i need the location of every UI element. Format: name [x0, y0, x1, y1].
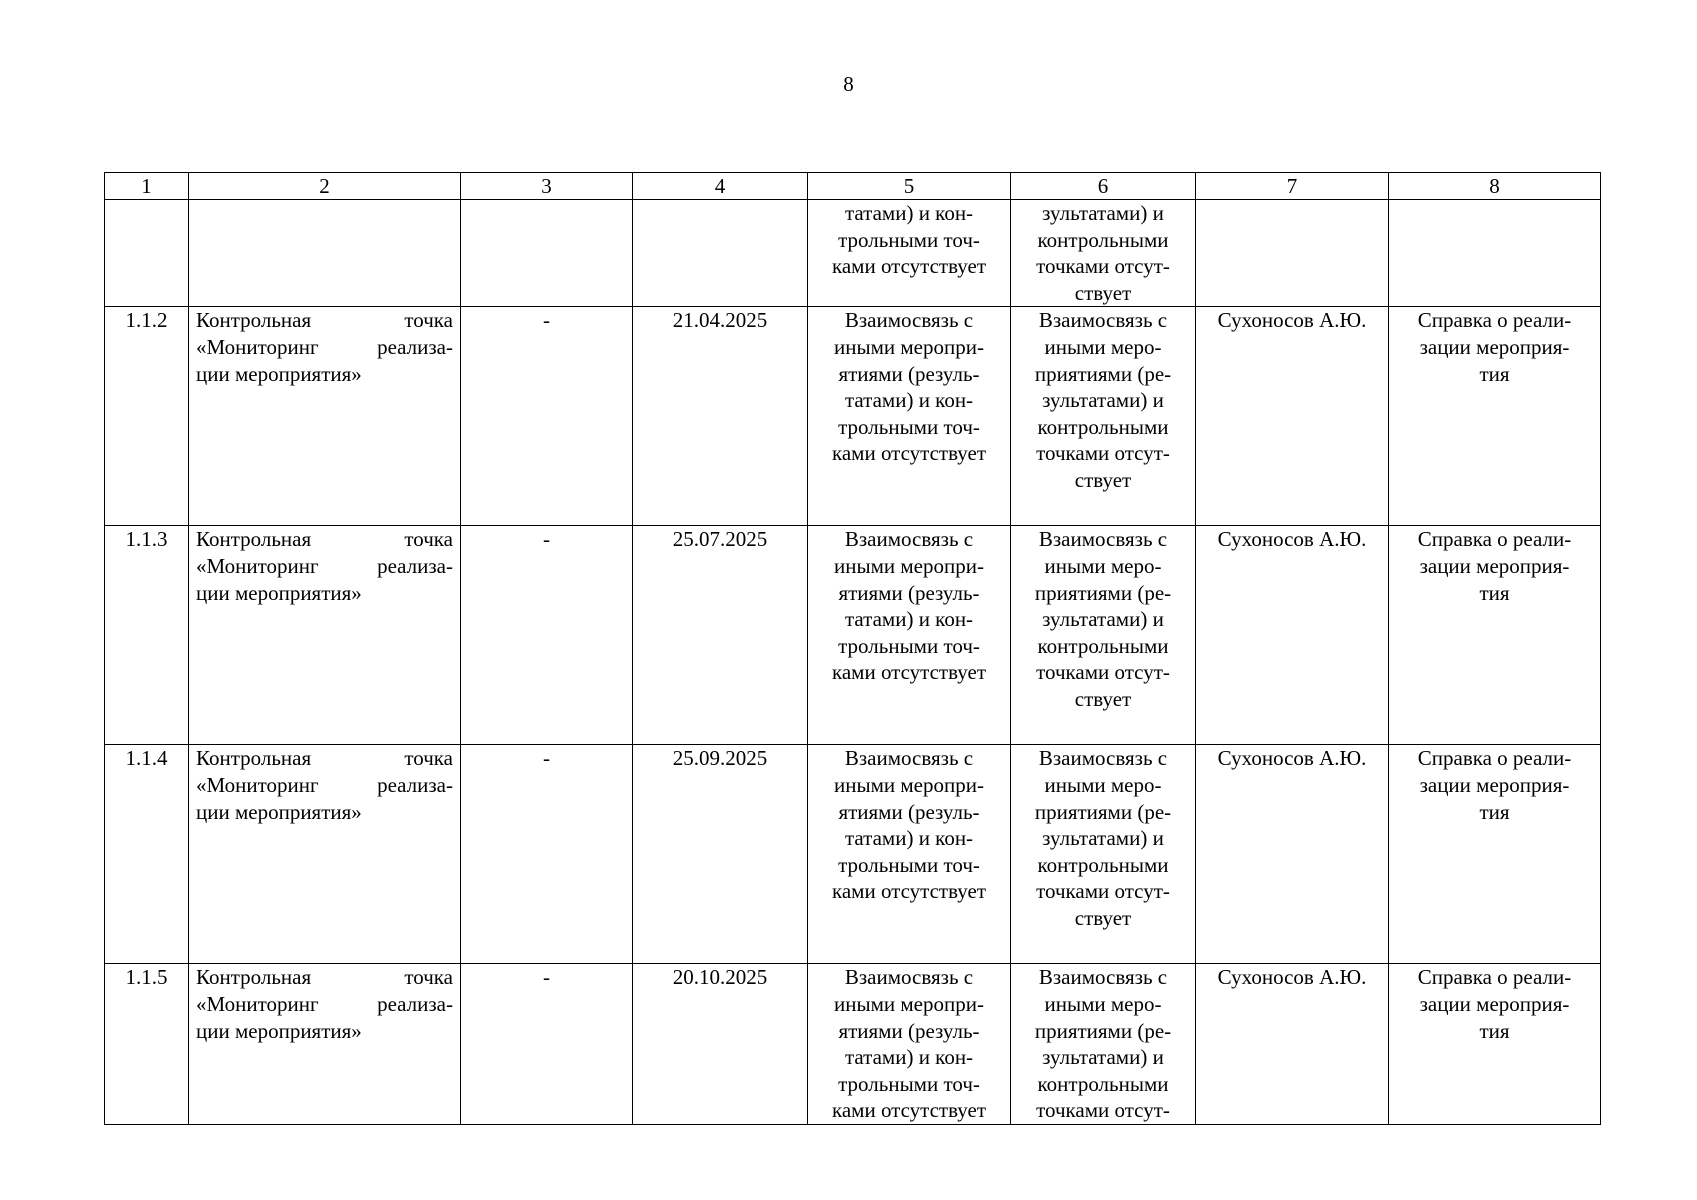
header-cell: 5	[808, 173, 1011, 200]
text-line: Взаимосвязь с	[844, 746, 974, 771]
row-number-cell: 1.1.4	[105, 745, 189, 964]
table-row	[105, 307, 1601, 526]
text-line: трольными точ-	[838, 852, 980, 877]
text-line: зации мероприя-	[1419, 334, 1570, 359]
row-col5-cell	[808, 307, 1011, 526]
text-line: «Мониторинг реализа-	[196, 553, 453, 578]
row-document-cell	[1389, 964, 1601, 1125]
text-line: татами) и кон-	[844, 1045, 974, 1070]
text-line: трольными точ-	[838, 414, 980, 439]
text-line: зультатами) и	[1042, 388, 1164, 413]
row-col5-cell	[808, 964, 1011, 1125]
text-line: ятиями (резуль-	[838, 580, 980, 605]
header-cell: 2	[189, 173, 461, 200]
continuation-cell-date	[633, 200, 808, 307]
continuation-cell-col3	[461, 200, 633, 307]
header-cell: 8	[1389, 173, 1601, 200]
continuation-cell-col5	[808, 200, 1011, 307]
text-line: ками отсутствует	[831, 660, 987, 685]
text-line: иными меро-	[1044, 772, 1162, 797]
table-row	[105, 526, 1601, 745]
continuation-cell-doc	[1389, 200, 1601, 307]
text-line: приятиями (ре-	[1034, 580, 1172, 605]
row-date-cell: 25.09.2025	[633, 745, 808, 964]
text-line: Справка о реали-	[1417, 527, 1572, 552]
text-line: ятиями (резуль-	[838, 361, 980, 386]
row-col6-cell	[1011, 964, 1196, 1125]
text-line: зультатами) и	[1042, 201, 1164, 225]
text-line: иными меро-	[1044, 334, 1162, 359]
text-line: Справка о реали-	[1417, 308, 1572, 333]
text-line: татами) и кон-	[844, 826, 974, 851]
row-date-cell: 20.10.2025	[633, 964, 808, 1125]
row-name-cell	[189, 526, 461, 745]
continuation-cell-num	[105, 200, 189, 307]
text-line: трольными точ-	[838, 227, 980, 252]
header-row	[105, 173, 1601, 200]
row-col3-cell: -	[461, 964, 633, 1125]
text-line: контрольными	[1037, 852, 1169, 877]
text-line: зации мероприя-	[1419, 772, 1570, 797]
text-line: Взаимосвязь с	[1038, 308, 1168, 333]
measures-table	[104, 172, 1601, 1125]
text-line: иными меропри-	[834, 553, 984, 578]
text-line: тия	[1479, 799, 1510, 824]
text-line: точками отсут-	[1036, 441, 1170, 466]
text-line: иными меро-	[1044, 553, 1162, 578]
row-date-cell: 25.07.2025	[633, 526, 808, 745]
text-line: ками отсутствует	[831, 441, 987, 466]
text-line: «Мониторинг реализа-	[196, 772, 453, 797]
text-line: ции мероприятия»	[196, 1018, 362, 1043]
text-line: точками отсут-	[1036, 1098, 1170, 1123]
row-number-cell: 1.1.3	[105, 526, 189, 745]
text-line: ции мероприятия»	[196, 361, 362, 386]
text-line: ствует	[1074, 905, 1132, 930]
table-row	[105, 745, 1601, 964]
text-line: Взаимосвязь с	[844, 308, 974, 333]
text-line: Взаимосвязь с	[1038, 965, 1168, 990]
row-col5-cell	[808, 745, 1011, 964]
row-col3-cell: -	[461, 745, 633, 964]
row-responsible-cell: Сухоносов А.Ю.	[1196, 526, 1389, 745]
page-number: 8	[843, 72, 854, 96]
header-cell: 6	[1011, 173, 1196, 200]
text-line: приятиями (ре-	[1034, 1018, 1172, 1043]
text-line: ции мероприятия»	[196, 799, 362, 824]
row-name-cell	[189, 745, 461, 964]
text-line: приятиями (ре-	[1034, 799, 1172, 824]
text-line: приятиями (ре-	[1034, 361, 1172, 386]
text-line: ятиями (резуль-	[838, 799, 980, 824]
text-line: Справка о реали-	[1417, 746, 1572, 771]
text-line: иными меропри-	[834, 334, 984, 359]
header-cell: 7	[1196, 173, 1389, 200]
continuation-cell-col6	[1011, 200, 1196, 307]
text-line: Контрольная точка	[196, 308, 453, 333]
row-number-cell: 1.1.2	[105, 307, 189, 526]
text-line: ствует	[1074, 467, 1132, 492]
text-line: татами) и кон-	[844, 201, 974, 225]
text-line: трольными точ-	[838, 633, 980, 658]
text-line: контрольными	[1037, 1071, 1169, 1096]
text-line: Справка о реали-	[1417, 965, 1572, 990]
text-line: ствует	[1074, 686, 1132, 711]
text-line: Контрольная точка	[196, 965, 453, 990]
row-document-cell	[1389, 745, 1601, 964]
header-cell: 4	[633, 173, 808, 200]
text-line: ятиями (резуль-	[838, 1018, 980, 1043]
text-line: татами) и кон-	[844, 607, 974, 632]
text-line: ции мероприятия»	[196, 580, 362, 605]
text-line: Контрольная точка	[196, 746, 453, 771]
row-col5-cell	[808, 526, 1011, 745]
text-line: контрольными	[1037, 414, 1169, 439]
table-row	[105, 964, 1601, 1125]
text-line: точками отсут-	[1036, 879, 1170, 904]
text-line: иными меро-	[1044, 991, 1162, 1016]
text-line: зации мероприя-	[1419, 991, 1570, 1016]
text-line: зультатами) и	[1042, 826, 1164, 851]
text-line: зультатами) и	[1042, 607, 1164, 632]
row-responsible-cell: Сухоносов А.Ю.	[1196, 745, 1389, 964]
row-document-cell	[1389, 307, 1601, 526]
text-line: иными меропри-	[834, 991, 984, 1016]
row-name-cell	[189, 307, 461, 526]
row-col3-cell: -	[461, 526, 633, 745]
row-responsible-cell: Сухоносов А.Ю.	[1196, 307, 1389, 526]
continuation-cell-responsible	[1196, 200, 1389, 307]
text-line: ствует	[1074, 280, 1132, 305]
text-line: Взаимосвязь с	[844, 527, 974, 552]
text-line: зультатами) и	[1042, 1045, 1164, 1070]
row-document-cell	[1389, 526, 1601, 745]
header-cell: 3	[461, 173, 633, 200]
row-col6-cell	[1011, 526, 1196, 745]
row-col6-cell	[1011, 745, 1196, 964]
text-line: контрольными	[1037, 633, 1169, 658]
text-line: тия	[1479, 361, 1510, 386]
text-line: «Мониторинг реализа-	[196, 334, 453, 359]
text-line: «Мониторинг реализа-	[196, 991, 453, 1016]
text-line: иными меропри-	[834, 772, 984, 797]
text-line: трольными точ-	[838, 1071, 980, 1096]
row-col6-cell	[1011, 307, 1196, 526]
text-line: Контрольная точка	[196, 527, 453, 552]
text-line: точками отсут-	[1036, 660, 1170, 685]
text-line: точками отсут-	[1036, 254, 1170, 279]
text-line: ками отсутствует	[831, 879, 987, 904]
text-line: тия	[1479, 1018, 1510, 1043]
text-line: контрольными	[1037, 227, 1169, 252]
text-line: тия	[1479, 580, 1510, 605]
text-line: зации мероприя-	[1419, 553, 1570, 578]
row-name-cell	[189, 964, 461, 1125]
text-line: Взаимосвязь с	[1038, 746, 1168, 771]
row-responsible-cell: Сухоносов А.Ю.	[1196, 964, 1389, 1125]
continuation-cell-name	[189, 200, 461, 307]
row-number-cell: 1.1.5	[105, 964, 189, 1125]
continuation-row	[105, 200, 1601, 307]
text-line: Взаимосвязь с	[844, 965, 974, 990]
text-line: ками отсутствует	[831, 254, 987, 279]
row-col3-cell: -	[461, 307, 633, 526]
row-date-cell: 21.04.2025	[633, 307, 808, 526]
header-cell: 1	[105, 173, 189, 200]
text-line: татами) и кон-	[844, 388, 974, 413]
text-line: ками отсутствует	[831, 1098, 987, 1123]
text-line: Взаимосвязь с	[1038, 527, 1168, 552]
